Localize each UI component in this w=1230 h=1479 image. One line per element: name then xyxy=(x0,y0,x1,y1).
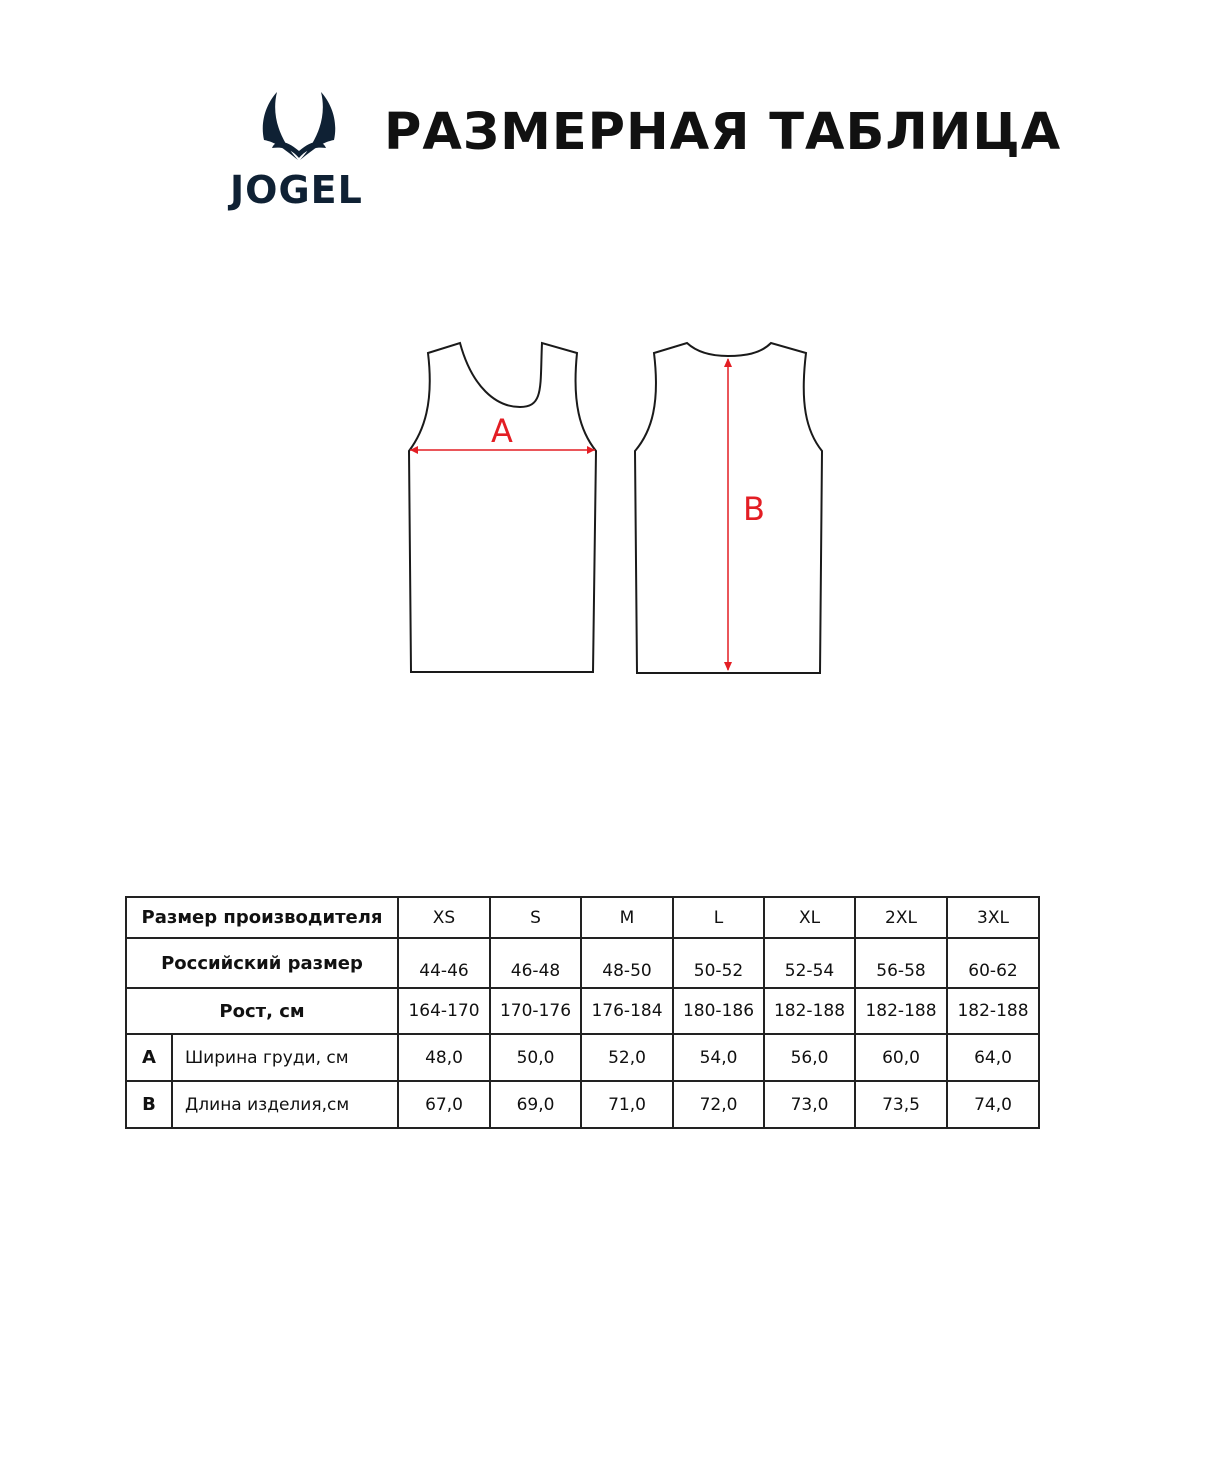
chest-width-cell: 64,0 xyxy=(947,1034,1039,1081)
table-row-russian-size xyxy=(126,938,1039,988)
height-cell: 180-186 xyxy=(673,988,764,1034)
chest-width-cell: 48,0 xyxy=(398,1034,490,1081)
tank-top-diagram xyxy=(400,335,840,685)
size-cell: 3XL xyxy=(947,897,1039,938)
russian-size-cell: 48-50 xyxy=(581,938,673,988)
height-cell: 182-188 xyxy=(947,988,1039,1034)
size-cell: XS xyxy=(398,897,490,938)
height-cell: 170-176 xyxy=(490,988,581,1034)
length-cell: 71,0 xyxy=(581,1081,673,1128)
measure-letter-a: A xyxy=(126,1034,172,1081)
front-view-outline xyxy=(409,343,596,672)
size-cell: M xyxy=(581,897,673,938)
length-arrow-bottom xyxy=(724,662,732,671)
size-cell: L xyxy=(673,897,764,938)
length-cell: 73,0 xyxy=(764,1081,855,1128)
length-cell: 69,0 xyxy=(490,1081,581,1128)
table-row-manufacturer-size xyxy=(126,897,1039,938)
length-name: Длина изделия,см xyxy=(172,1081,398,1128)
chest-width-cell: 52,0 xyxy=(581,1034,673,1081)
size-cell: S xyxy=(490,897,581,938)
height-cell: 164-170 xyxy=(398,988,490,1034)
chest-width-cell: 54,0 xyxy=(673,1034,764,1081)
russian-size-cell: 52-54 xyxy=(764,938,855,988)
russian-size-cell: 50-52 xyxy=(673,938,764,988)
length-cell: 74,0 xyxy=(947,1081,1039,1128)
length-cell: 67,0 xyxy=(398,1081,490,1128)
chest-width-cell: 56,0 xyxy=(764,1034,855,1081)
height-cell: 182-188 xyxy=(764,988,855,1034)
measure-letter-b: B xyxy=(126,1081,172,1128)
chest-width-cell: 60,0 xyxy=(855,1034,947,1081)
chest-width-label: A xyxy=(491,412,513,450)
chest-width-name: Ширина груди, см xyxy=(172,1034,398,1081)
russian-size-cell: 46-48 xyxy=(490,938,581,988)
garment-diagram xyxy=(400,335,840,685)
table-row-height xyxy=(126,988,1039,1034)
size-cell: 2XL xyxy=(855,897,947,938)
length-cell: 72,0 xyxy=(673,1081,764,1128)
brand-wordmark: JOGEL xyxy=(230,168,363,212)
manufacturer-size-header: Размер производителя xyxy=(126,897,398,938)
size-table xyxy=(125,896,1040,1129)
russian-size-header: Российский размер xyxy=(126,938,398,988)
chest-width-cell: 50,0 xyxy=(490,1034,581,1081)
table-row-chest-width xyxy=(126,1034,1039,1081)
russian-size-cell: 44-46 xyxy=(398,938,490,988)
height-cell: 182-188 xyxy=(855,988,947,1034)
russian-size-cell: 56-58 xyxy=(855,938,947,988)
height-cell: 176-184 xyxy=(581,988,673,1034)
page-title: РАЗМЕРНАЯ ТАБЛИЦА xyxy=(384,103,1062,162)
height-header: Рост, см xyxy=(126,988,398,1034)
length-label: B xyxy=(743,490,765,528)
size-cell: XL xyxy=(764,897,855,938)
russian-size-cell: 60-62 xyxy=(947,938,1039,988)
length-cell: 73,5 xyxy=(855,1081,947,1128)
length-arrow-top xyxy=(724,358,732,367)
table-row-length xyxy=(126,1081,1039,1128)
